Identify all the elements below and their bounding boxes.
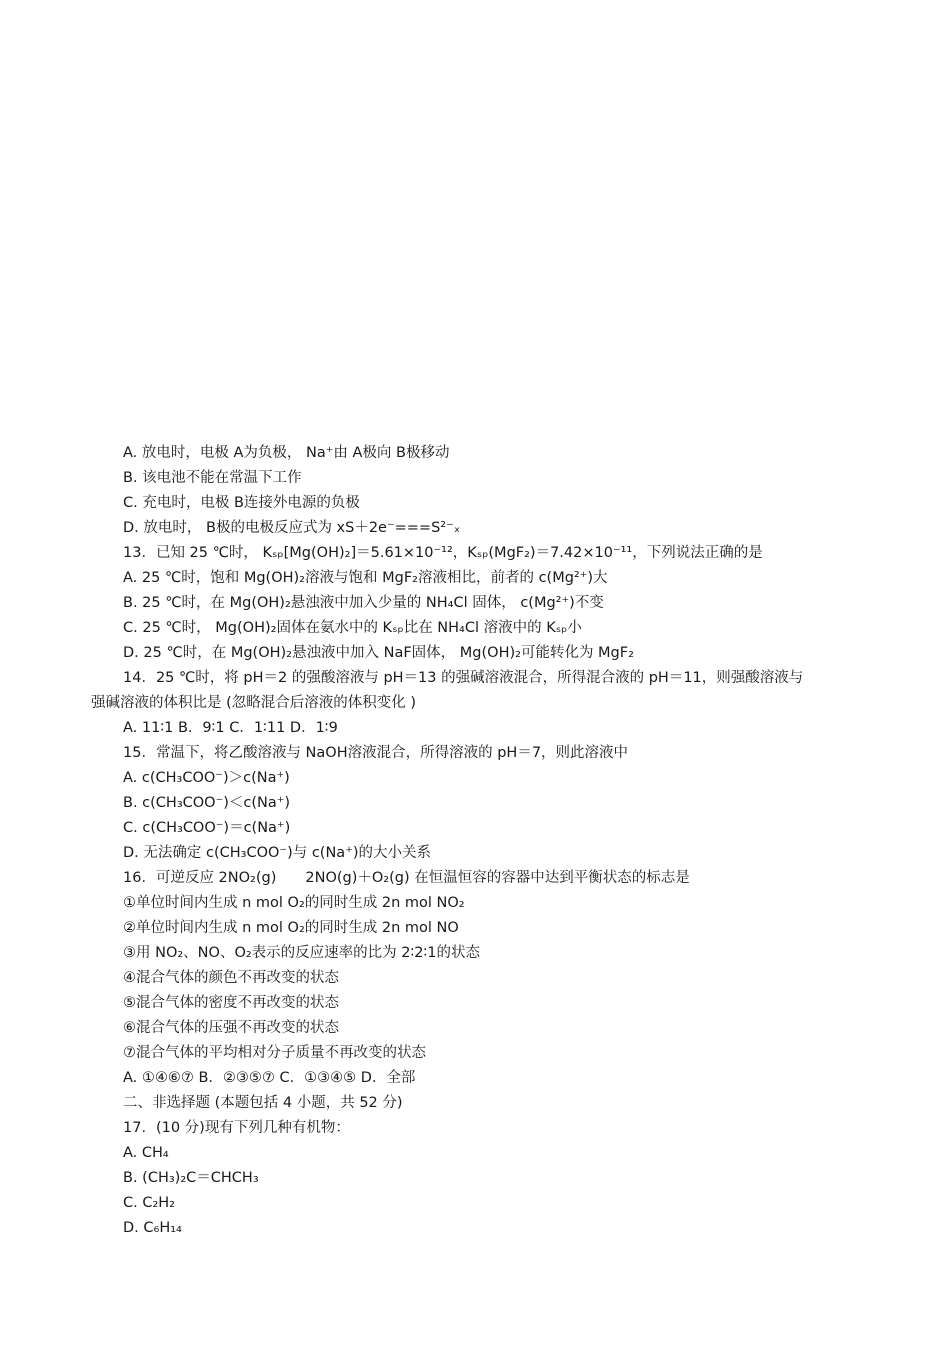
q15-option-a: A. c(CH₃COO⁻)＞c(Na⁺) <box>123 770 290 786</box>
section-heading: 二、非选择题 (本题包括 4 小题，共 52 分) <box>123 1095 403 1111</box>
q17-item-b: B. (CH₃)₂C＝CHCH₃ <box>123 1170 259 1186</box>
q16-statement-6: ⑥混合气体的压强不再改变的状态 <box>123 1020 339 1036</box>
q15-option-b: B. c(CH₃COO⁻)＜c(Na⁺) <box>123 795 291 811</box>
q17-item-d: D. C₆H₁₄ <box>123 1220 182 1236</box>
q15-option-c: C. c(CH₃COO⁻)＝c(Na⁺) <box>123 820 291 836</box>
q16-statement-1: ①单位时间内生成 n mol O₂的同时生成 2n mol NO₂ <box>123 895 465 911</box>
q14-options: A. 11∶1 B．9∶1 C．1∶11 D．1∶9 <box>123 720 338 736</box>
q16-statement-3: ③用 NO₂、NO、O₂表示的反应速率的比为 2∶2∶1的状态 <box>123 945 480 961</box>
q12-option-c: C. 充电时，电极 B连接外电源的负极 <box>123 495 360 511</box>
q14-stem-continued: 强碱溶液的体积比是 (忽略混合后溶液的体积变化 ) <box>91 695 417 711</box>
q12-option-a: A. 放电时，电极 A为负极， Na⁺由 A极向 B极移动 <box>123 445 450 461</box>
q16-statement-4: ④混合气体的颜色不再改变的状态 <box>123 970 339 986</box>
q16-statement-2: ②单位时间内生成 n mol O₂的同时生成 2n mol NO <box>123 920 459 936</box>
q15-stem: 15．常温下，将乙酸溶液与 NaOH溶液混合，所得溶液的 pH＝7，则此溶液中 <box>123 745 629 761</box>
q15-option-d: D. 无法确定 c(CH₃COO⁻)与 c(Na⁺)的大小关系 <box>123 845 432 861</box>
q13-option-a: A. 25 ℃时，饱和 Mg(OH)₂溶液与饱和 MgF₂溶液相比，前者的 c(Mg²⁺)大 <box>123 570 608 586</box>
q16-stem: 16．可逆反应 2NO₂(g) 2NO(g)＋O₂(g) 在恒温恒容的容器中达到平衡状态的标志是 <box>123 870 690 886</box>
q17-item-a: A. CH₄ <box>123 1145 169 1161</box>
q13-stem: 13．已知 25 ℃时， Kₛₚ[Mg(OH)₂]＝5.61×10⁻¹²，Kₛₚ(MgF₂)＝7.42×10⁻¹¹，下列说法正确的是 <box>123 545 763 561</box>
q12-option-b: B. 该电池不能在常温下工作 <box>123 470 302 486</box>
q16-options: A. ①④⑥⑦ B．②③⑤⑦ C．①③④⑤ D．全部 <box>123 1070 416 1086</box>
q13-option-d: D. 25 ℃时，在 Mg(OH)₂悬浊液中加入 NaF固体， Mg(OH)₂可能转化为 MgF₂ <box>123 645 634 661</box>
q16-statement-7: ⑦混合气体的平均相对分子质量不再改变的状态 <box>123 1045 426 1061</box>
q12-option-d: D. 放电时， B极的电极反应式为 xS＋2e⁻===S²⁻ₓ <box>123 520 461 536</box>
q13-option-c: C. 25 ℃时， Mg(OH)₂固体在氨水中的 Kₛₚ比在 NH₄Cl 溶液中的 Kₛₚ小 <box>123 620 582 636</box>
q13-option-b: B. 25 ℃时，在 Mg(OH)₂悬浊液中加入少量的 NH₄Cl 固体， c(Mg²⁺)不变 <box>123 595 604 611</box>
q17-item-c: C. C₂H₂ <box>123 1195 175 1211</box>
q16-statement-5: ⑤混合气体的密度不再改变的状态 <box>123 995 339 1011</box>
q17-stem: 17．(10 分)现有下列几种有机物： <box>123 1120 350 1136</box>
q14-stem: 14．25 ℃时，将 pH＝2 的强酸溶液与 pH＝13 的强碱溶液混合，所得混合液的 pH＝11，则强酸溶液与 <box>123 670 804 686</box>
